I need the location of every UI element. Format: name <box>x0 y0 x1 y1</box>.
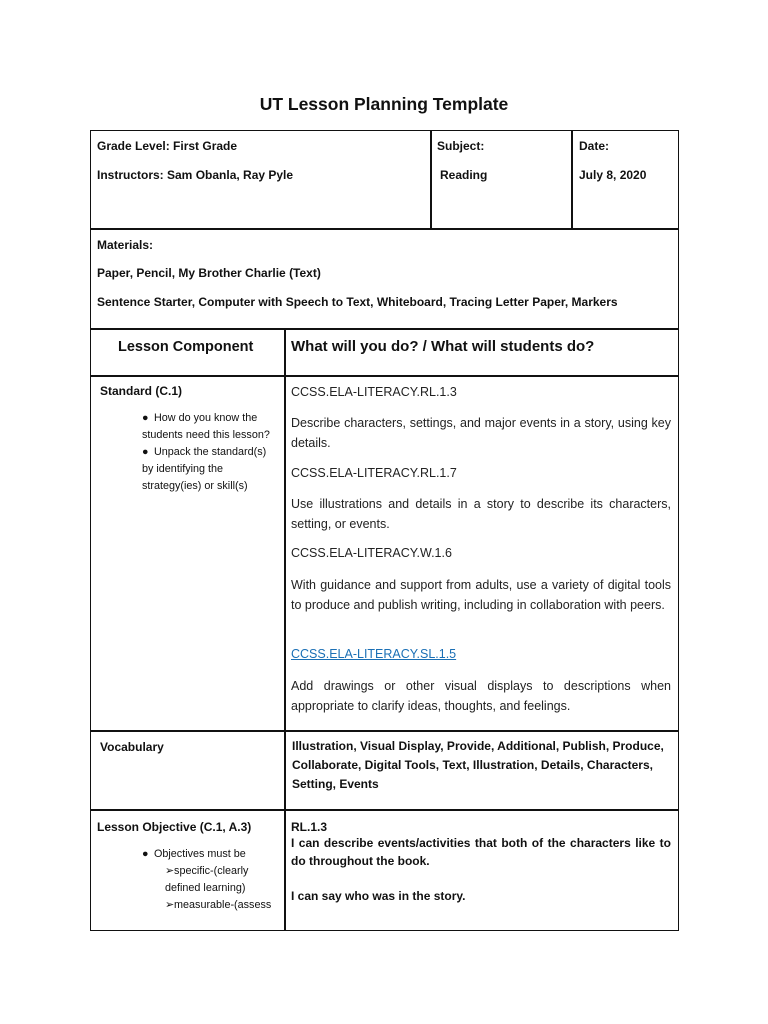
standard-row-rule <box>90 730 679 732</box>
standard-bullet-1-line-1: How do you know the <box>154 412 258 424</box>
objective-sub-2-line-1: ➢measurable-(assess <box>165 899 272 911</box>
objective-code: RL.1.3 <box>291 820 328 834</box>
standard-code-2: CCSS.ELA-LITERACY.RL.1.7 <box>291 466 457 480</box>
materials-label: Materials: <box>97 238 154 252</box>
instructors: Instructors: Sam Obanla, Ray Pyle <box>97 168 294 182</box>
standard-bullet-2-line-1: Unpack the standard(s) <box>154 446 267 458</box>
bullet-dot-1: ● <box>142 412 149 424</box>
standard-desc-3: With guidance and support from adults, use a variety of digital tools to produce and publish writing, including in collaboration with peers. <box>291 578 671 612</box>
objective-label: Lesson Objective (C.1, A.3) <box>97 820 252 834</box>
standard-desc-2: Use illustrations and details in a story to describe its characters, setting, or events. <box>291 497 671 531</box>
header-divider-2 <box>571 130 573 230</box>
objective-sub-1-line-2: defined learning) <box>165 882 246 894</box>
table-header-rule <box>90 375 679 377</box>
grade-level: Grade Level: First Grade <box>97 139 238 153</box>
date-label: Date: <box>579 139 610 153</box>
standard-bullet-1-line-2: students need this lesson? <box>142 429 270 441</box>
page-title: UT Lesson Planning Template <box>259 94 509 114</box>
standard-link-sl-1-5[interactable]: CCSS.ELA-LITERACY.SL.1.5 <box>291 647 457 661</box>
standard-bullet-2-line-3: strategy(ies) or skill(s) <box>142 480 248 492</box>
standard-desc-1: Describe characters, settings, and major events in a story, using key details. <box>291 416 671 450</box>
date-value: July 8, 2020 <box>579 168 647 182</box>
materials-line-2: Sentence Starter, Computer with Speech to Text, Whiteboard, Tracing Letter Paper, Markers <box>97 295 618 309</box>
materials-line-1: Paper, Pencil, My Brother Charlie (Text) <box>97 266 321 280</box>
standard-bullet-2-line-2: by identifying the <box>142 463 224 475</box>
objective-line-2: I can say who was in the story. <box>291 889 466 903</box>
standard-desc-4: Add drawings or other visual displays to descriptions when appropriate to clarify ideas, thoughts, and feelings. <box>291 679 671 713</box>
objective-sub-1-line-1: ➢specific-(clearly <box>165 865 249 877</box>
bullet-dot-3: ● <box>142 848 149 860</box>
standard-code-3: CCSS.ELA-LITERACY.W.1.6 <box>291 546 452 560</box>
bullet-dot-2: ● <box>142 446 149 458</box>
table-header-component: Lesson Component <box>118 339 254 355</box>
vocabulary-label: Vocabulary <box>100 740 164 754</box>
vocabulary-row-rule <box>90 809 679 811</box>
objective-line-1: I can describe events/activities that both of the characters like to do throughout the book. <box>291 836 671 868</box>
table-header-what: What will you do? / What will students do? <box>291 338 595 355</box>
vocabulary-text: Illustration, Visual Display, Provide, Additional, Publish, Produce, Collaborate, Digital Tools, Text, Illustration, Details, Characters, Setting, Events <box>292 739 664 791</box>
standard-code-1: CCSS.ELA-LITERACY.RL.1.3 <box>291 385 457 399</box>
header-divider-1 <box>430 130 432 230</box>
table-column-divider <box>284 328 286 931</box>
objective-bullet-line-1: Objectives must be <box>154 848 246 860</box>
subject-label: Subject: <box>437 139 485 153</box>
standard-label: Standard (C.1) <box>100 384 183 398</box>
subject-value: Reading <box>440 168 488 182</box>
